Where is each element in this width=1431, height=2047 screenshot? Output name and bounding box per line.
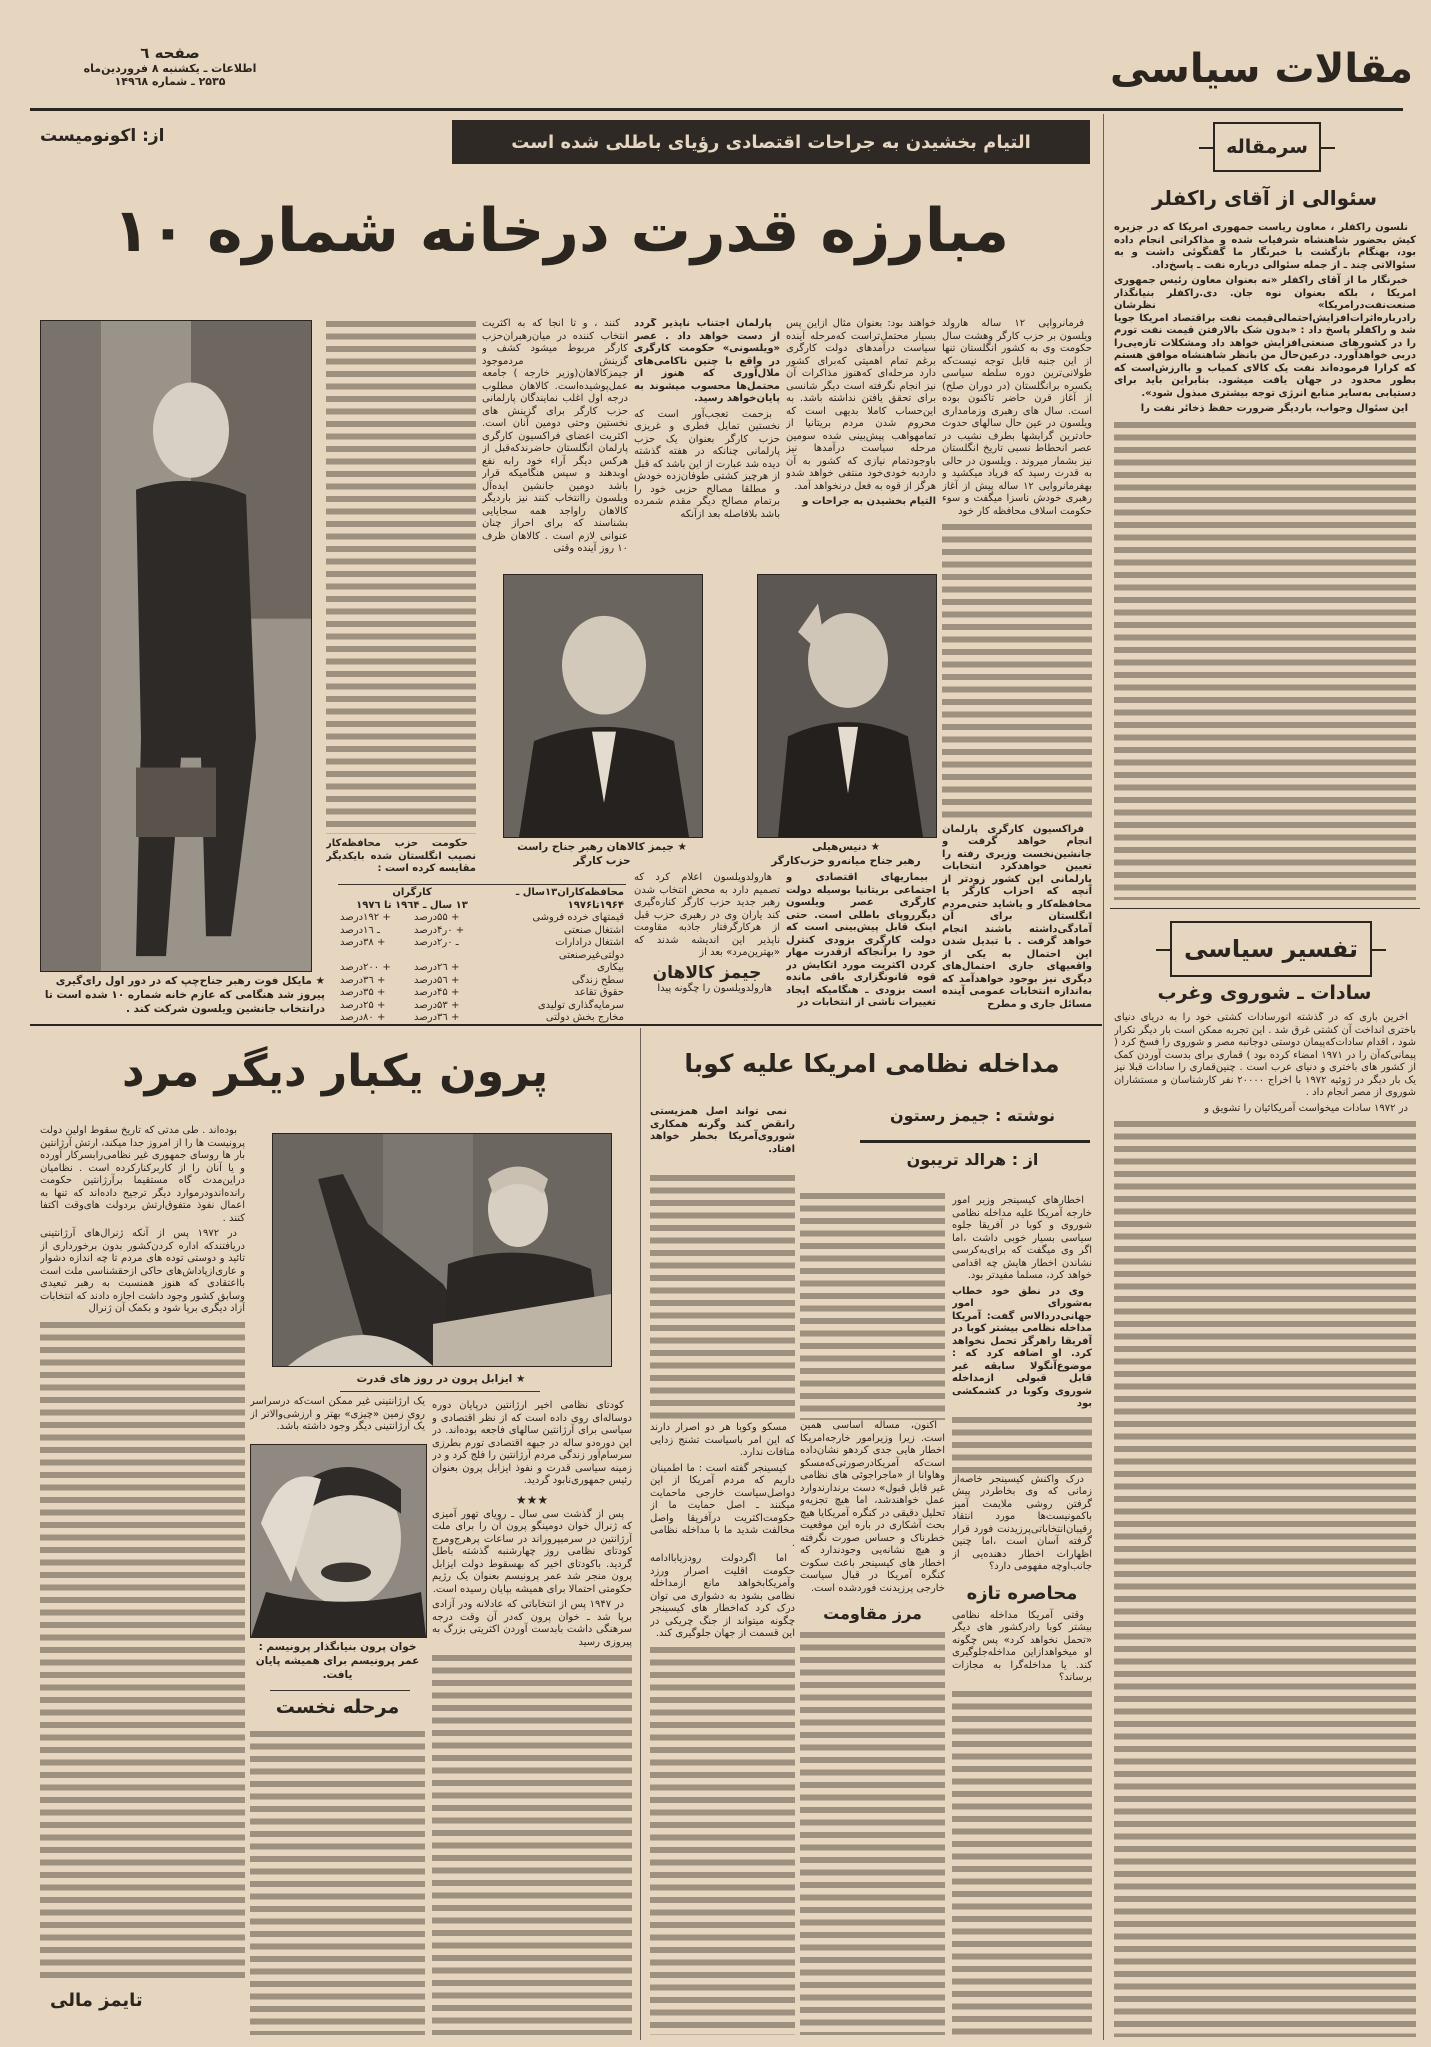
- cuba-intro: [650, 1106, 795, 1168]
- article-paragraph: پس از گذشت سی سال ـ رویای تهور آمیزی که ژنرال خوان دومینگو پرون آن را برای ملت آرژانتین در سرمیپروراند در ساعات پرهرج‌ومرج کودتای نظامی روز چهارشنبه گذشته باطل گردید. باکودتای اخیر که بهسقوط دولت ایزابل پرون منجر شد عمر پرونیسم بعنوان یک رژیم حکومتی احتمالا برای همیشه بپایان رسیده است.: [432, 1508, 632, 1595]
- article-paragraph: هارولدویلسون را چگونه پیدا: [657, 982, 772, 994]
- article-paragraph: مسکو وکوبا هر دو اصرار دارند که این امر باسیاست تشنج زدایی منافات ندارد.: [650, 1422, 795, 1458]
- editorial-paragraph: این سئوال وجواب، باردیگر ضرورت حفظ ذخائر نفت را: [1140, 403, 1408, 414]
- peron-column: [250, 1728, 425, 2035]
- article-paragraph: خواهند بود: بعنوان مثال ازاین پس بسیار محتمل‌تراست که‌مرحله آینده سیاست درآمدهای دولت کارگری برغم تمام اهمیتی که‌برای کشور دارد مرحله‌ای که‌هنوز مذاکرات آن نیز انجام نگرفته است دیگر شانسی برای تحقق یافتن نداشته باشد. به این‌حساب کاملا بدیهی است که محروم شدن مردم بریتانیا از تمامهواهب پیش‌بینی شده سومین مرحله سیاست درآمدها نیز باوجودتمام نیازی که کشور به آن داردبه خودی‌خود منتفی خواهد شدو هرگز از قوه به فعل درنخواهد آمد.: [786, 318, 936, 492]
- peron-source: تایمز مالی: [50, 1990, 143, 2011]
- table-row: [338, 962, 626, 975]
- article-paragraph: وی در نطق خود خطاب به‌شورای امور جهانی‌دردالاس گفت: آمریکا مداخله نظامی بیشتر کوبا در آفریقا راهرگز تحمل نخواهد کرد. او اضافه کرد که : موضوع‌آنگولا سابقه غیر قابل قبولی ازمداخله شوروی وکوبا در کشمکشی بود: [952, 1285, 1092, 1409]
- photo-isabel-peron: [272, 1133, 612, 1367]
- table-intro: [326, 838, 476, 882]
- page-number: صفحه ٦: [140, 44, 200, 62]
- text-continuation: [942, 521, 1092, 821]
- row-label: سطح زندگی: [571, 974, 624, 986]
- article-paragraph: در ۱۹۷۲ پس از آنکه ژنرال‌های آرژانتینی دریافتندکه اداره کردن‌کشور بدون برخورداری از تائید و دوستی توده های مردم تا چه اندازه دشوار و عاری‌ازپاداش‌های حاکی ازحقشناسی ملت است بااعتقادی که هنوز همنسبت به رهبر تبعیدی وسابق کشور وجود داشت اجازه دادند که انتخابات آزاد دیگری برپا شود و بکمک آن ژنرال: [40, 1228, 245, 1314]
- article-paragraph: بزحمت تعجب‌آور است که نخستین تمایل فطری و غریزی حزب کارگر بعنوان یک حزب پارلمانی چنانکه در هفته گذشته دیده شد عبارت از این باشد که قبل از هرچیز کشتی طوفان‌زده خودش و مطلقا مصالح حزبی خود را برتمام مصالح دیگر مقدم شمرده باشد بلافاصله بعد ازآنکه: [634, 408, 780, 520]
- peron-subhead: مرحله نخست: [275, 1696, 400, 1718]
- article-paragraph: التیام بخشیدن به جراحات و: [802, 496, 936, 507]
- table-row: [338, 1012, 626, 1025]
- value-conservatives: + ۴۵درصد: [414, 987, 460, 998]
- value-conservatives: ـ ۰ر۲درصد: [414, 937, 459, 948]
- value-conservatives: + ۰ر۴درصد: [414, 924, 465, 936]
- subhead-callaghan: جیمز کالاهان: [652, 962, 762, 983]
- table-row: [338, 925, 626, 938]
- text-continuation: [800, 1190, 945, 1420]
- article-column: [482, 318, 628, 568]
- editorial-label-box: [1213, 122, 1321, 172]
- article-paragraph: درک واکنش کیسینجر خاصه‌از زمانی که وی بخاطردر پیش گرفتن روشی ملایمت آمیز باکمونیست‌ها مورد انتقاد رقیبان‌انتخاباتی‌پرزیدنت فورد قرار گرفته آسان است ،اما چنین اظهارات اخطار دهنده‌یی از جانب‌اوچه مفهومی دارد؟: [952, 1473, 1092, 1572]
- article-paragraph: فرمانروایی ۱۲ ساله هارولد ویلسون بر حزب کارگر وهشت سال حکومت وی به کشور انگلستان تنها از این جنبه قابل توجه نیست‌که طولانی‌ترین دوره سلطه سیاسی یکسره برانگلستان (در دوران صلح) از آغاز قرن حاضر تاکنون بوده است. سال های رهبری وزمامداری ویلسون در عین حال سالهای حدوث حادترین گرایشها بطرف نشیب در عصر انحطاط نسبی تاریخ انگلستان نیز بشمار میروند . ویلسون در حالی به قدرت رسید که فریاد میکشید و بهفرمانروایی ۱۲ ساله پیش از آغاز رهبری خودش ناسزا میگفت و سوء حکومت اسلاف محافظه کار خود: [942, 318, 1092, 517]
- caption-healey: [757, 840, 935, 868]
- article-paragraph: پارلمان اجتناب ناپذیر گردد از دست خواهد داد . عصر «ویلسونی» حکومت کارگری در واقع با چنین ناکامی‌های ملال‌آوری که هنوز از محتمل‌ها محسوب میشوند به پایان‌خواهد رسید.: [634, 318, 780, 404]
- right-column-divider: [1103, 114, 1104, 2040]
- editorial-title: سئوالی از آقای راکفلر: [1151, 186, 1378, 210]
- header-conservatives: محافظه‌کاران۱۳سال ـ ۱۹۶۴تا۱۹۷۶: [515, 887, 624, 911]
- commentary-label-box: [1170, 921, 1372, 977]
- peron-column: [40, 1125, 245, 1980]
- photo-james-callaghan: [503, 574, 703, 838]
- article-paragraph: کودتای نظامی اخیر آرژانتین درپایان دوره دوساله‌ای روی داده است که از نظر اقتصادی و سیاسی برای آرژانتین سالهای فاجعه بوده‌اند. در این دوره‌دو ساله در جبهه اقتصادی تورم بطرزی سرسام‌آور زندگی مردم آرژانتین را فلج کرد و در زمینه سیاسی قدرت و نفوذ ایزابل پرون بعنوان رئیس جمهوری‌نابود گردید.: [432, 1400, 632, 1486]
- comparison-table: [338, 887, 626, 1025]
- article-paragraph: در ۱۹۴۷ پس از انتخاباتی که عادلانه ودر آزادی برپا شد ـ خوان پرون که‌در آن وقت درجه سرهنگی داشت بابدست آوردن اکثریتی بزرگ به پیروزی رسید: [432, 1599, 632, 1648]
- peron-headline: پرون یکبار دیگر مرد: [122, 1046, 548, 1097]
- photo-denis-healey: [757, 574, 937, 838]
- caption-healey-role: رهبر جناح میانه‌رو حزب‌کارگر: [771, 855, 921, 867]
- commentary-label: تفسیر سیاسی: [1183, 935, 1359, 963]
- table-row: [338, 937, 626, 962]
- commentary-paragraph: در ۱۹۷۲ سادات میخواست آمریکائیان را تشویق و: [1204, 1102, 1408, 1114]
- row-label: قیمتهای خرده فروشی: [532, 912, 624, 923]
- cuba-byline: نوشته : جیمز رستون: [889, 1106, 1056, 1125]
- value-conservatives: + ۵۵درصد: [414, 912, 460, 923]
- text-continuation: [952, 1688, 1092, 2036]
- main-headline: مبارزه قدرت درخانه شماره ۱۰: [113, 196, 1009, 266]
- editorial-paragraph: نلسون راکفلر ، معاون ریاست جمهوری امریکا که در جزیره کیش بحضور شاهنشاه شرفیاب شده و مذاکراتی انجام داده بود، بهنگام بازگشت با خبرنگار ما گفتگوئی داشت و به سئوالاتی چند ـ از جمله سئوالی درباره نفت ـ پاسخ‌داد.: [1114, 222, 1416, 271]
- article-paragraph: نمی تواند اصل همزیستی رانقض کند وگرنه همکاری شوروی‌آمریکا بخطر خواهد افتاد.: [650, 1106, 795, 1155]
- article-paragraph: اکنون، مساله اساسی همین است. زیرا وزیرامور خارجه‌امریکا اخطار هایی جدی کردهو نشان‌داده است‌که آمریکادرصورتی‌که‌مسکو وهاوانا از «ماجراجوئی های نظامی غیر قابل قبول» دست برندارندوارد عمل خواهندشد، اما هیچ تجزیه‌و تحلیل دقیقی در کنگره آمریکایا هیچ بحث آشکاری در باره این موقعیت خطرناک و حساس صورت نگرفته و هیچ نشانه‌یی وجودندارد که اخطار های کیسینجر باعث سکوت کنگره آمریکا در قبال سیاست خارجی پرزیدنت فوردشده است.: [800, 1420, 945, 1594]
- row-label: بیکاری: [596, 962, 624, 973]
- header-rule: [30, 108, 1403, 111]
- editorial-paragraph: خبرنگار ما از آقای راکفلر «نه بعنوان معاون رئیس جمهوری امریکا ، بلکه بعنوان نوه جان. دی.راکفلر بنیانگذار صنعت‌نفت‌درامریکا» نظرشان رادرباره‌اثرات‌افزایش‌احتمالی‌قیمت نفت براقتصاد امریکا جویا شد و راکفلر پاسخ داد : «بدون شک بالارفتن قیمت نفت تورم را در کشورهای صنعتی‌افزایش خواهد داد ومشکلات تازه‌یی‌را دربی خواهدآورد. درعین‌حال من بانظر شاهنشاه موافق هستم که کرارا فرموده‌اند نفت یک کالای کمیاب و باارزش‌است که بطور محدود در جهان یافت میشود. بنابراین باید برای دستیابی به‌سایر منابع انرژی توجه بیشتری مبذول شود».: [1114, 275, 1416, 399]
- value-labour: + ۲۵درصد: [340, 999, 386, 1011]
- article-paragraph: فراکسیون کارگری پارلمان انجام خواهد گرفت و جانشین‌نخست وزیری رفته را تعیین خواهدکرد انتخابات پارلمانی این کشور زودتر از آنچه که احزاب کارگر یا محافظه‌کار و یاشاید حتی‌مردم انگلستان برای آن آمادگی‌داشته باشند انجام خواهد گرفت . با تبدیل شدن این احتمال به یکی از واقعیهای جاری احتمال‌های دیگری نیز بوجود خواهدآمد که به‌اندازه انتخابات عمومی آینده مسائل جاری و مطرح: [942, 823, 1092, 1010]
- peron-column: [432, 1400, 632, 2035]
- header-labour: [338, 887, 486, 912]
- table-row: [338, 975, 626, 988]
- cuba-headline: مداخله نظامی امریکا علیه کوبا: [684, 1049, 1060, 1078]
- table-row: [338, 987, 626, 1000]
- cuba-divider: [640, 1028, 641, 2040]
- commentary-body: [1114, 1012, 1416, 2037]
- article-kicker: [452, 120, 1090, 164]
- article-column: [326, 318, 476, 834]
- article-column: [634, 872, 780, 1018]
- row-label: حقوق تقاعد: [574, 987, 624, 998]
- cuba-column: [800, 1190, 945, 2035]
- commentary-paragraph: آخرین باری که در گذشته انورسادات کشتی خود را به دریای دنیای باختری انداخت آن کشتی غرق شد . این تجربه ممکن است بار دیگر تکرار شود ، اقدام سادات‌که‌پیمان دوستی دوجانبه مصر و شوروی را فسخ کرد ( پیمانی‌که‌آن را در ۱۹۷۱ امضاء کرده بود ) قماری برای بدست آوردن کمک از کشور های باختری و دنیای عرب است . چنین‌قماری را سادات قبلا نیز یک بار دیگر در ژوئیه ۱۹۷۲ با اخراج ۲۰۰۰۰ نفر کارشناسان و مستشاران شوروی از مصر انجام داد .: [1114, 1012, 1416, 1098]
- cuba-subhead-resistance: مرز مقاومت: [823, 1604, 922, 1623]
- value-labour: + ۱۹۲درصد: [340, 912, 391, 923]
- row-label: اشتغال صنعتی: [563, 924, 624, 936]
- row-label: اشتغال درادارات دولتی‌غیرصنعتی: [555, 937, 624, 961]
- header-labour-period: ۱۳ سال ـ ۱۹٦۴ تا ۱۹۷٦: [356, 899, 468, 911]
- value-conservatives: + ۵٦درصد: [414, 974, 460, 986]
- caption-juan-peron: خوان پرون بنیانگذار پرونیسم : عمر پرونیسم برای همیشه پایان یافت.: [255, 1641, 420, 1681]
- text-continuation: [40, 1319, 245, 1981]
- section-title: مقالات سیاسی: [1110, 46, 1413, 92]
- text-continuation: [326, 318, 476, 834]
- table-header-row: [338, 887, 626, 912]
- cuba-column: [952, 1195, 1092, 2035]
- dateline: اطلاعات ـ یکشنبه ۸ فروردین‌ماه: [83, 62, 257, 75]
- byline-rule: [860, 1140, 1090, 1143]
- caption-healey-name: ★ دنیس‌هیلی: [811, 841, 880, 853]
- caption-michael-foot: ★ مایکل فوت رهبر جناح‌چپ که در دور اول رای‌گیری پیروز شد هنگامی که عازم خانه شماره ۱۰ شده است تا درانتخاب جانشین ویلسون شرکت کند .: [44, 975, 325, 1015]
- article-source: از: اکونومیست: [40, 126, 165, 146]
- header-labour-title: کارگران: [392, 887, 432, 898]
- text-continuation: [250, 1728, 425, 2035]
- peron-quote: [250, 1396, 425, 1442]
- text-continuation: [1114, 419, 1416, 901]
- value-labour: + ۳۸درصد: [340, 937, 386, 948]
- value-conservatives: + ۲٦درصد: [414, 962, 460, 973]
- article-paragraph: کنند ، و تا آنجا که به اکثریت انتخاب کننده در میان‌رهبران‌حزب کارگر مربوط میشود کشف و گزینش مردموجود جیمزکالاهان(وزیر خارجه ) جامعه عمل‌پوشیده‌است. کالاهان مطلوب درجه اول اغلب نمایندگان پارلمانی حزب کارگر برای گزینش های نخستین وحتی دومین آنان است. اکثریت اعضای فراکسیون کارگری پارلمان انگلستان حاضرندکه‌قبل از هرکس دیگر آراء خود رابه نفع اوبدهند و سپس هنگامیکه قرار باشد دومین جانشین ایده‌آل ویلسون راانتخاب کنند نیز باردیگر کالاهان راواجد همه سجایایی بشناسند که برای احراز چنان عنوانی لازم است . کالاهان ظرف ۱۰ روز آینده وقتی: [482, 318, 628, 554]
- article-column: [942, 318, 1092, 1014]
- photo-juan-peron: [250, 1444, 427, 1638]
- caption-isabel-peron: ★ ایزابل پرون در روز های قدرت: [356, 1373, 526, 1385]
- article-column: [786, 318, 936, 568]
- cuba-source: از : هرالد تریبون: [906, 1150, 1039, 1169]
- cuba-column: [650, 1172, 795, 2035]
- article-paragraph: بیماریهای اقتصادی و اجتماعی بریتانیا بوسیله دولت کارگری عصر ویلسون دیگرروپای باطلی است. حتی اینک قابل پیش‌بینی است که دولت کارگری بزودی کنترل خود را برآنجاکه ازقدرت مهار کردن اکثریت مورد اتکایش در قوه قانونگزاری باقی مانده است بزودی ـ هنگامیکه ایجاد تغییرات ناشی از انتخابات در: [786, 872, 936, 1008]
- table-row: [338, 912, 626, 925]
- editorial-rule: [1110, 908, 1420, 909]
- editorial-label: سرمقاله: [1226, 136, 1308, 158]
- value-labour: + ۳٦درصد: [340, 974, 386, 986]
- article-paragraph: یک آرژانتینی غیر ممکن است‌که درسراسر روی زمین «چیزی» بهتر و ارزشی‌والاتر از یک آرژانتینی دیگر وجود داشته باشد.: [250, 1396, 425, 1432]
- section-stars: ★★★: [515, 1492, 549, 1507]
- article-paragraph: اما اگردولت رودزیاباادامه حکومت اقلیت اصرار ورزد وآمریکابخواهد مانع ازمداخله نظامی بشود به دشواری می توان درک کرد که‌اخطار های کیسینجر چگونه میتواند از جنگ چریکی در این قسمت از جهان جلوگیری کند.: [650, 1553, 795, 1639]
- cuba-subhead-siege: محاصره تازه: [966, 1582, 1078, 1604]
- commentary-title: سادات ـ شوروی وغرب: [1157, 982, 1372, 1004]
- editorial-body: [1114, 222, 1416, 900]
- article-paragraph: وقتی آمریکا مداخله نظامی بیشتر کوبا رادرکشور های دیگر «تحمل نخواهد کرد» پس چگونه او میخواهدازاین مداخله‌جلوگیری کند. یا مداخله‌گرا به مجازات برساند؟: [952, 1609, 1092, 1683]
- text-continuation: [952, 1414, 1092, 1474]
- text-continuation: [650, 1172, 795, 1422]
- caption-callaghan: ★ جیمز کالاهان رهبر جناح راست حزب کارگر: [517, 841, 687, 867]
- text-continuation: [1114, 1118, 1416, 2037]
- article-paragraph: حکومت حزب محافظه‌کار نصیب انگلستان شده بایکدیگر مقایسه کرده است :: [326, 838, 476, 874]
- page-info: [70, 44, 270, 88]
- table-row: [338, 1000, 626, 1013]
- issue-number: ۲۵۳۵ ـ شماره ۱۴۹٦۸: [114, 75, 226, 88]
- article-paragraph: کیسینجر گفته است : ما اطمینان داریم که مردم آمریکا از این دواصل‌سیاست خارجی ماحمایت میکنند ـ اصل حمایت ما از حکومت‌اکثریت درآفریقا واصل مخالفت شدید ما با مداخله نظامی .: [650, 1462, 795, 1549]
- text-continuation: [650, 1644, 795, 2036]
- value-conservatives: + ۵۳درصد: [414, 999, 460, 1011]
- row-label: سرمایه‌گذاری تولیدی: [537, 999, 624, 1011]
- article-paragraph: هارولدویلسون اعلام کرد که تصمیم دارد به محض انتخاب شدن رهبر جدید حزب کارگر کناره‌گیری کند یاران وی در رهبری حزب قبل از هرکارگرفتار جاذبه مقاومت ناپذیر این اندیشه شدند که «بهترین‌مرد» بعد از: [634, 872, 780, 958]
- value-labour: + ۸۰درصد: [340, 1012, 386, 1023]
- value-labour: + ۲۰۰درصد: [340, 962, 391, 973]
- article-paragraph: اخطارهای کیسینجر وزیر امور خارجه آمریکا علیه مداخله نظامی شوروی و کوبا در آفریقا جلوه سیاسی بسیار خوبی داشت ،اما اگر وی میگفت که برای‌به‌کرسی نشاندن اخطار هایش چه اقدامی خواهد کرد، مسلما مفیدتر بود.: [952, 1195, 1092, 1281]
- article-column: [634, 318, 780, 568]
- caption-rule: [340, 1391, 540, 1392]
- value-labour: + ۳۵درصد: [340, 987, 386, 998]
- caption-rule: [270, 1690, 410, 1691]
- article-paragraph: بوده‌اند . طی مدتی که تاریخ سقوط اولین دولت پرونیست ها را از امروز جدا میکند، ارتش آرژانتین بار ها روسای جمهوری غیر نظامی‌رابسرکار آورده و یا آنان را از کاربرکنارکرده است . نظامیان دراین‌مدت گاه مستقیما برآرژانتین حکومت رانده‌اندودرموارد دیگر ترجیح داده‌اند که تنها به اعمال نفوذ متفوق‌ارتش بردولت های‌وقت اکتفا کنند .: [40, 1125, 245, 1224]
- value-labour: ـ ۱٦درصد: [340, 924, 380, 936]
- text-continuation: [432, 1652, 632, 2035]
- row-label: مخارج بخش دولتی: [545, 1012, 624, 1023]
- table-rule: [338, 884, 626, 885]
- article-column: [786, 872, 936, 1014]
- kicker-text: التیام بخشیدن به جراحات اقتصادی رؤیای باطلی شده است: [511, 131, 1031, 153]
- value-conservatives: + ۳٦درصد: [414, 1012, 460, 1023]
- photo-michael-foot: [40, 320, 312, 972]
- section-rule: [30, 1024, 1102, 1026]
- text-continuation: [800, 1629, 945, 2035]
